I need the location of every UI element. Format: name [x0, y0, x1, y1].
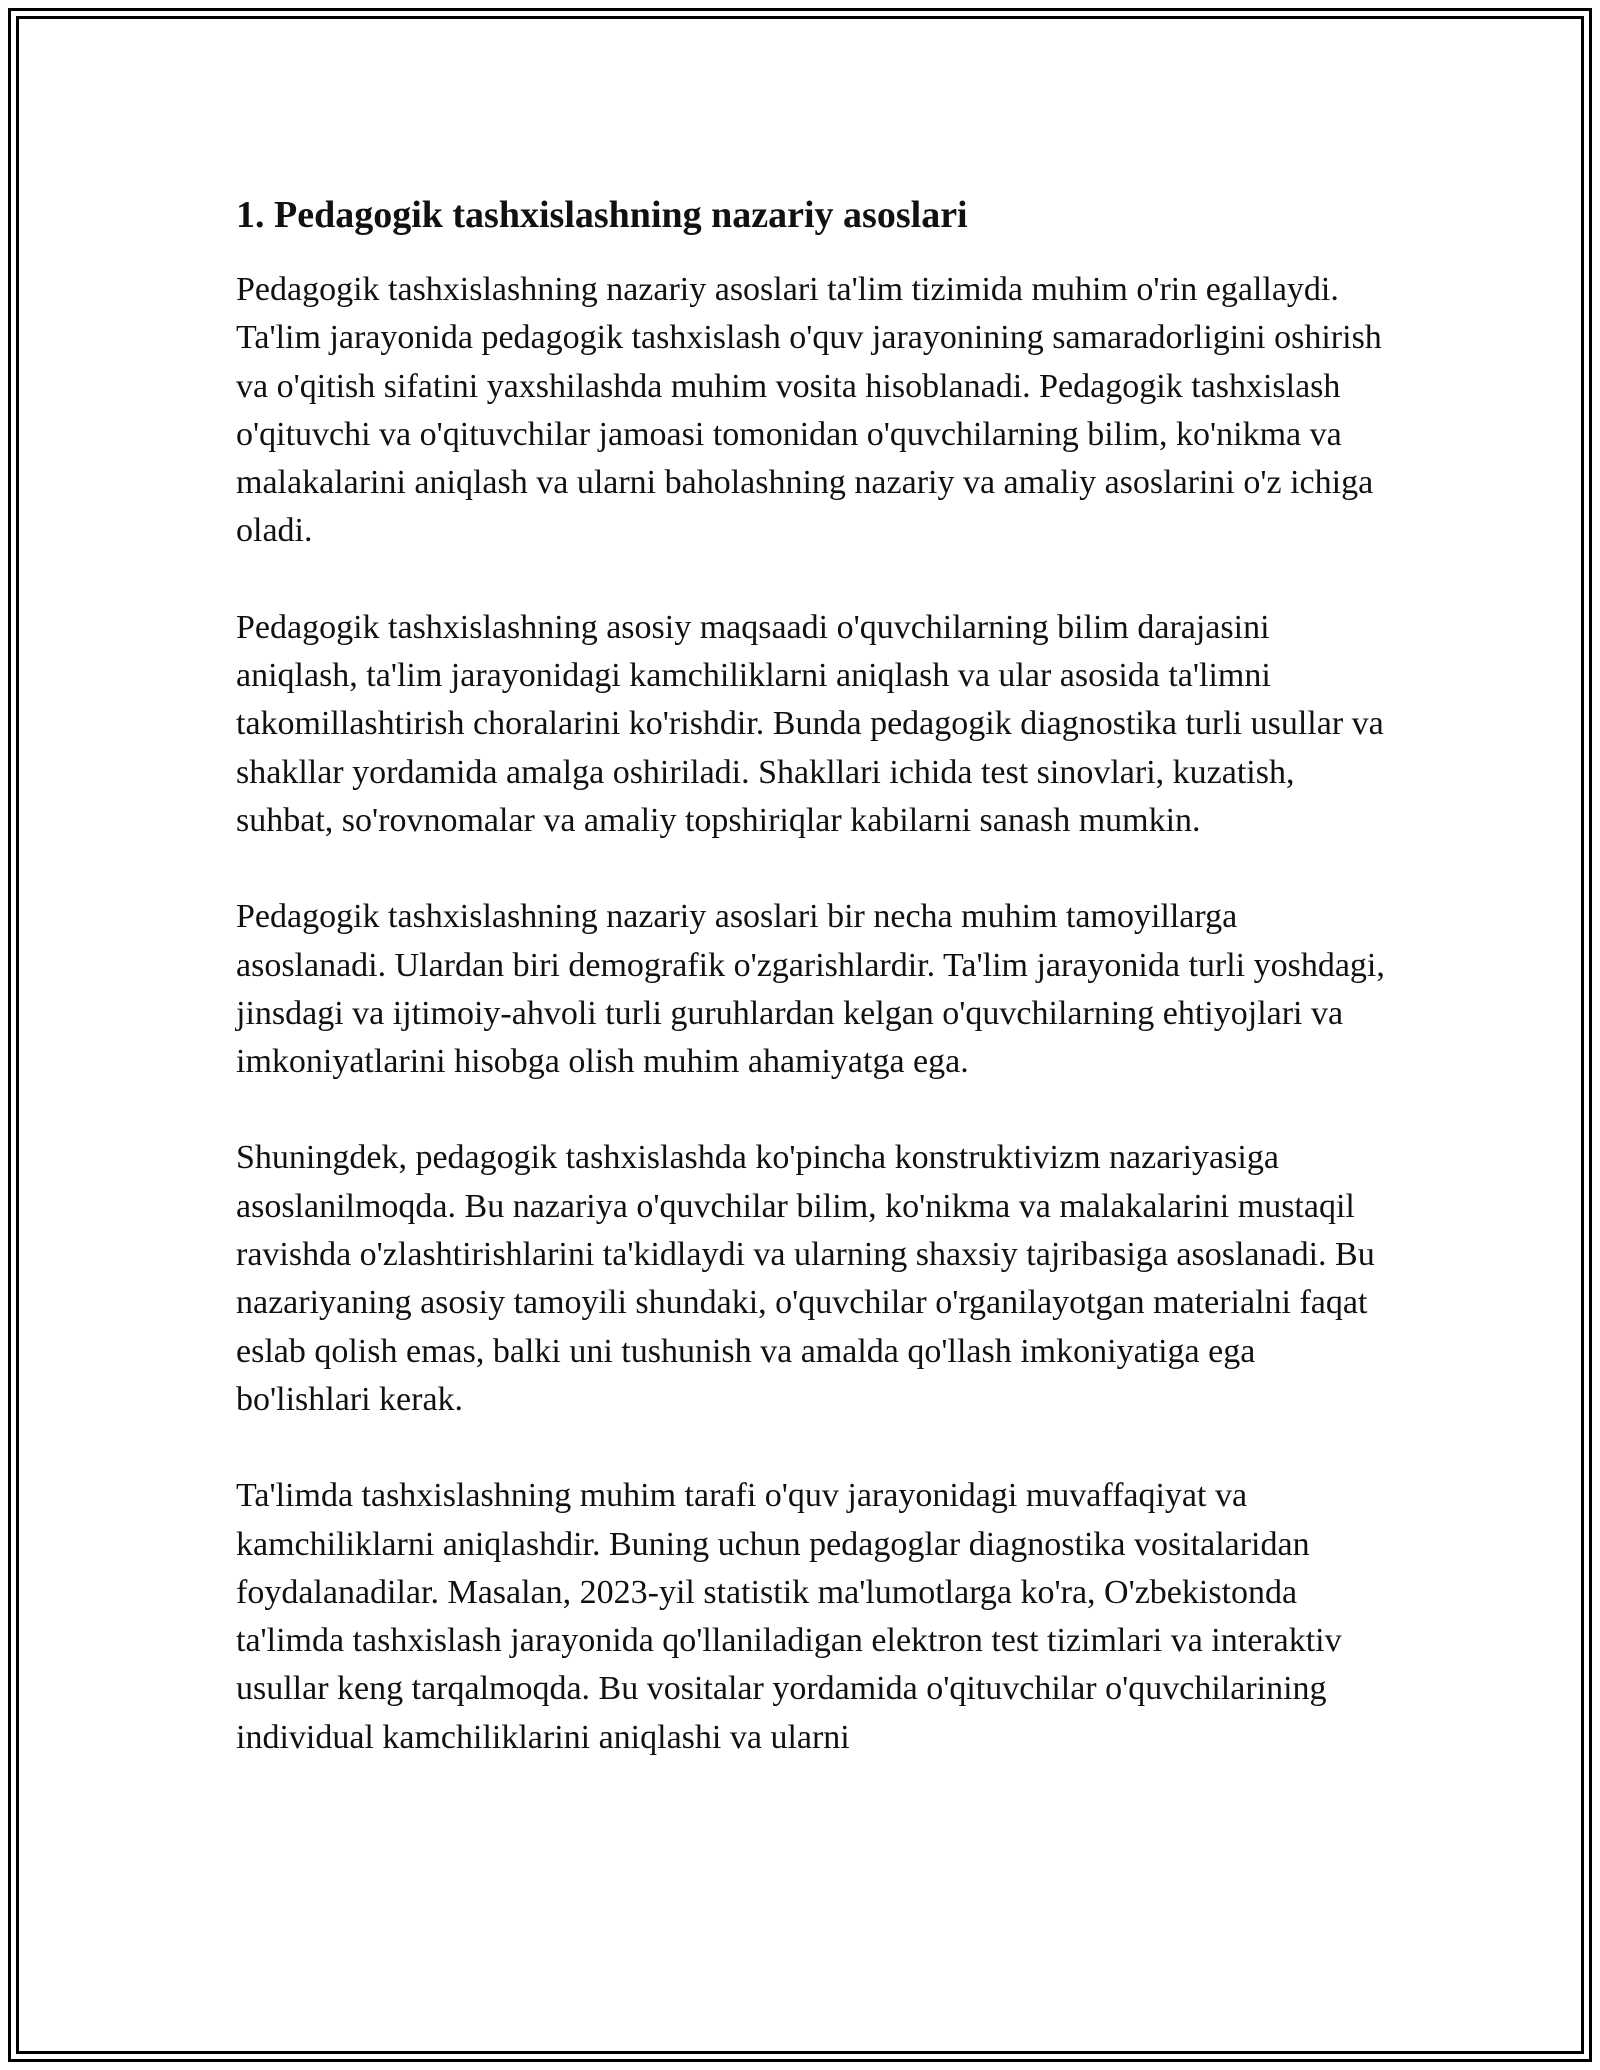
- paragraph-2: Pedagogik tashxislashning asosiy maqsaadi o'quvchilarning bilim darajasini aniqlash, ta'lim jarayonidagi kamchiliklarni aniqlash va ular asosida ta'limni takomillashtirish choralarini ko'rishdir. Bunda pedagogik diagnostika turli usullar va shakllar yordamida amalga oshiriladi. Shakllari ichida test sinovlari, kuzatish, suhbat, so'rovnomalar va amaliy topshiriqlar kabilarni sanash mumkin.: [236, 608, 1384, 839]
- section-heading: 1. Pedagogik tashxislashning nazariy asoslari: [236, 194, 968, 236]
- paragraph-5: Ta'limda tashxislashning muhim tarafi o'quv jarayonidagi muvaffaqiyat va kamchiliklarni aniqlashdir. Buning uchun pedagoglar diagnostika vositalaridan foydalanadilar. Masalan, 2023-yil statistik ma'lumotlarga ko'ra, O'zbekistonda ta'limda tashxislash jarayonida qo'llaniladigan elektron test tizimlari va interaktiv usullar keng tarqalmoqda. Bu vositalar yordamida o'qituvchilar o'quvchilarining individual kamchiliklarini aniqlashi va ularni: [236, 1477, 1342, 1756]
- paragraph-1: Pedagogik tashxislashning nazariy asoslari ta'lim tizimida muhim o'rin egallaydi. Ta'lim jarayonida pedagogik tashxislash o'quv jarayonining samaradorligini oshirish va o'qitish sifatini yaxshilashda muhim vosita hisoblanadi. Pedagogik tashxislash o'qituvchi va o'qituvchilar jamoasi tomonidan o'quvchilarning bilim, ko'nikma va malakalarini aniqlash va ularni baholashning nazariy va amaliy asoslarini o'z ichiga oladi.: [236, 271, 1382, 550]
- paragraph-3: Pedagogik tashxislashning nazariy asoslari bir necha muhim tamoyillarga asoslanadi. Ulardan biri demografik o'zgarishlardir. Ta'lim jarayonida turli yoshdagi, jinsdagi va ijtimoiy-ahvoli turli guruhlardan kelgan o'quvchilarning ehtiyojlari va imkoniyatlarini hisobga olish muhim ahamiyatga ega.: [236, 898, 1385, 1081]
- document-body: [236, 186, 1386, 1762]
- paragraph-4: Shuningdek, pedagogik tashxislashda ko'pincha konstruktivizm nazariyasiga asoslanilmoqda. Bu nazariya o'quvchilar bilim, ko'nikma va malakalarini mustaqil ravishda o'zlashtirishlarini ta'kidlaydi va ularning shaxsiy tajribasiga asoslanadi. Bu nazariyaning asosiy tamoyili shundaki, o'quvchilar o'rganilayotgan materialni faqat eslab qolish emas, balki uni tushunish va amalda qo'llash imkoniyatiga ega bo'lishlari kerak.: [236, 1139, 1375, 1418]
